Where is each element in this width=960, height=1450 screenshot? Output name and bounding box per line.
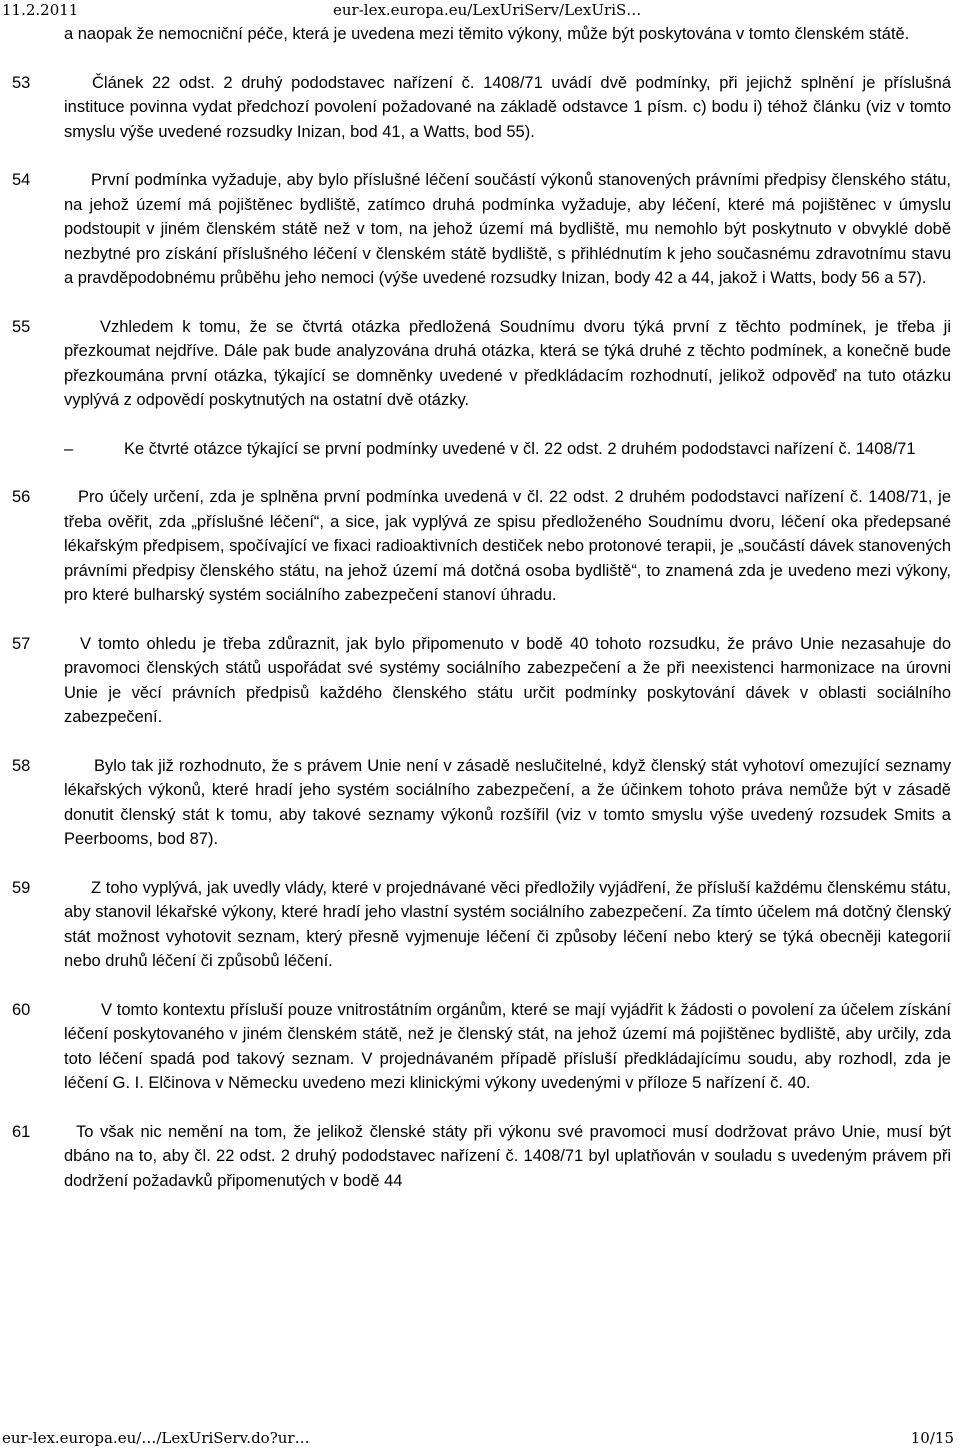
page-footer [0, 1428, 960, 1448]
footer-url: eur-lex.europa.eu/…/LexUriServ.do?ur… [2, 1429, 310, 1447]
header-date: 11.2.2011 [2, 1, 79, 19]
paragraph-57 [0, 632, 960, 730]
paragraph-text: To však nic nemění na tom, že jelikož členské státy při výkonu své pravomoci musí dodržovat právo Unie, musí být dbáno na to, aby čl. 22 odst. 2 druhý pododstavec nařízení č. 1408/71 byl uplatňován v souladu s uvedeným právem při dodržení požadavků připomenutých v bodě 44 [64, 1122, 951, 1190]
page-number: 10/15 [910, 1429, 954, 1447]
paragraph-text: a naopak že nemocniční péče, která je uvedena mezi těmito výkony, může být poskytována v tomto členském státě. [64, 25, 910, 43]
document-body [0, 22, 960, 1193]
paragraph-number: 59 [12, 878, 31, 897]
paragraph-number: 55 [12, 317, 31, 336]
header-url: eur-lex.europa.eu/LexUriServ/LexUriS… [333, 1, 642, 19]
paragraph-53 [0, 71, 960, 145]
subheading-text: Ke čtvrté otázce týkající se první podmínky uvedené v čl. 22 odst. 2 druhém pododstavci nařízení č. 1408/71 [124, 439, 916, 458]
paragraph-number: 58 [12, 756, 31, 775]
paragraph-59 [0, 876, 960, 974]
paragraph-number: 54 [12, 171, 31, 189]
section-subheading [64, 437, 951, 462]
paragraph-54 [0, 168, 960, 291]
paragraph-number: 57 [12, 634, 31, 653]
intro-paragraph [0, 22, 960, 47]
paragraph-text: V tomto ohledu je třeba zdůraznit, jak bylo připomenuto v bodě 40 tohoto rozsudku, že právo Unie nezasahuje do pravomoci členských států uspořádat své systémy sociálního zabezpečení a že při neexistenci harmonizace na úrovni Unie je věcí právních předpisů každého členského státu určit podmínky poskytování dávek v oblasti sociálního zabezpečení. [64, 634, 951, 726]
subheading-dash: – [64, 439, 74, 458]
paragraph-number: 61 [12, 1122, 31, 1141]
paragraph-text: Vzhledem k tomu, že se čtvrtá otázka předložená Soudnímu dvoru týká první z těchto podmínek, je třeba ji přezkoumat nejdříve. Dále pak bude analyzována druhá otázka, která se týká druhé z těchto podmínek, a konečně bude přezkoumána první otázka, týkající se domněnky uvedené v předkládacím rozhodnutí, jelikož odpověď na tuto otázku vyplývá z odpovědí poskytnutých na ostatní dvě otázky. [64, 317, 951, 409]
paragraph-60 [0, 998, 960, 1096]
paragraph-number: 56 [12, 488, 31, 506]
paragraph-text: Bylo tak již rozhodnuto, že s právem Unie není v zásadě neslučitelné, když členský stát vyhotoví omezující seznamy lékařských výkonů, které hradí jeho systém sociálního zabezpečení, a že účinkem tohoto práva nemůže být v zásadě donutit členský stát k tomu, aby takové seznamy výkonů rozšířil (viz v tomto smyslu výše uvedený rozsudek Smits a Peerbooms, bod 87). [64, 756, 951, 848]
paragraph-text: První podmínka vyžaduje, aby bylo příslušné léčení součástí výkonů stanovených právními předpisy členského státu, na jehož území má pojištěnec bydliště, zatímco druhá podmínka vyžaduje, aby léčení, které má pojištěnec v úmyslu podstoupit v jiném členském státě než v tom, na jehož území má bydliště, mu nemohlo být poskytnuto v obvyklé době nezbytné pro získání příslušného léčení v členském státě bydliště, s přihlédnutím k jeho současnému zdravotnímu stavu a pravděpodobnému průběhu jeho nemoci (výše uvedené rozsudky Inizan, body 42 a 44, jakož i Watts, body 56 a 57). [64, 171, 951, 287]
paragraph-58 [0, 754, 960, 852]
paragraph-61 [0, 1120, 960, 1194]
paragraph-text: V tomto kontextu přísluší pouze vnitrostátním orgánům, které se mají vyjádřit k žádosti o povolení za účelem získání léčení poskytovaného v jiném členském státě, než je členský stát, na jehož území má pojištěnec bydliště, aby určily, zda toto léčení spadá pod takový seznam. V projednávaném případě přísluší předkládajícímu soudu, aby rozhodl, zda je léčení G. I. Elčinova v Německu uvedeno mezi klinickými výkony uvedenými v příloze 5 nařízení č. 40. [64, 1000, 951, 1092]
paragraph-number: 60 [12, 1000, 31, 1019]
paragraph-56 [0, 485, 960, 608]
paragraph-text: Článek 22 odst. 2 druhý pododstavec nařízení č. 1408/71 uvádí dvě podmínky, při jejichž splnění je příslušná instituce povinna vydat předchozí povolení požadované na základě odstavce 1 písm. c) bodu i) téhož článku (viz v tomto smyslu výše uvedené rozsudky Inizan, bod 41, a Watts, bod 55). [64, 73, 951, 141]
paragraph-text: Z toho vyplývá, jak uvedly vlády, které v projednávané věci předložily vyjádření, že přísluší každému členskému státu, aby stanovil lékařské výkony, které hradí jeho vlastní systém sociálního zabezpečení. Za tímto účelem má dotčný členský stát možnost vyhotovit seznam, který přesně vyjmenuje léčení či způsoby léčení nebo který se týká obecněji kategorií nebo druhů léčení či způsobů léčení. [64, 878, 951, 970]
paragraph-number: 53 [12, 73, 31, 92]
paragraph-55 [0, 315, 960, 413]
paragraph-text: Pro účely určení, zda je splněna první podmínka uvedená v čl. 22 odst. 2 druhém pododstavci nařízení č. 1408/71, je třeba ověřit, zda „příslušné léčení“, a sice, jak vyplývá ze spisu předloženého Soudnímu dvoru, léčení oka předepsané lékařským předpisem, spočívající ve fixaci radioaktivních destiček nebo protonové terapii, je „součástí dávek stanovených právními předpisy členského státu, na jehož území má dotčná osoba bydliště“, to znamená zda je uvedeno mezi výkony, pro které bulharský systém sociálního zabezpečení stanoví úhradu. [64, 488, 951, 604]
page-header [0, 0, 960, 20]
